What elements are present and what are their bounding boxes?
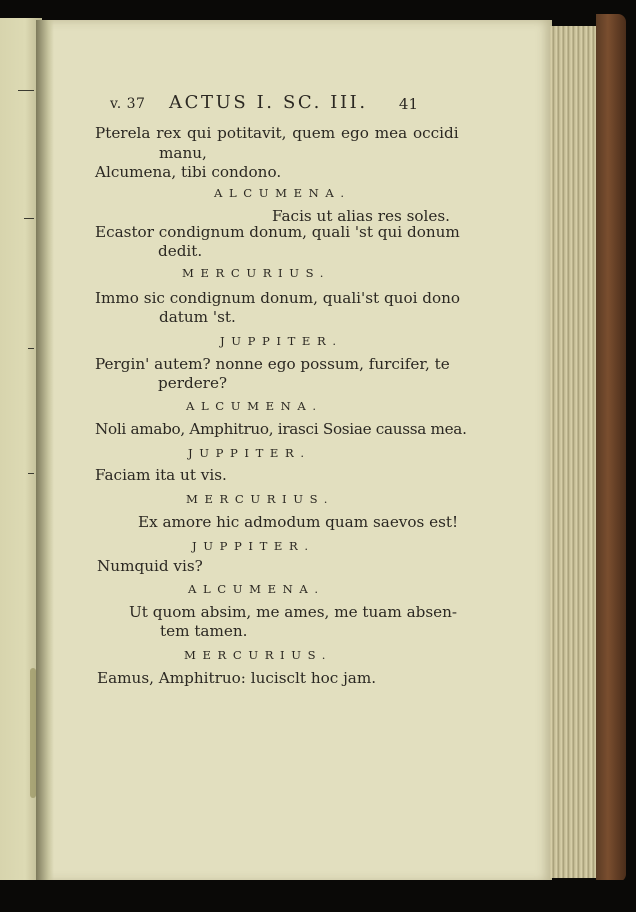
verse-line: tem tamen. — [160, 622, 248, 640]
speaker-name: JUPPITER. — [192, 539, 315, 553]
verse-line: Ex amore hic admodum quam saevos est! — [138, 513, 459, 531]
verse-line: Ut quom absim, me ames, me tuam absen- — [129, 603, 458, 621]
speaker-name: ALCUMENA. — [188, 582, 325, 596]
scan-background-top — [0, 0, 636, 20]
speaker-name: MERCURIUS. — [182, 266, 330, 280]
speaker-name: ALCUMENA. — [214, 186, 351, 200]
verse-line: Pterela rex qui potitavit, quem ego mea occidi — [95, 124, 459, 142]
margin-mark — [28, 348, 34, 349]
verse-line: Alcumena, tibi condono. — [95, 163, 282, 181]
page-number: 41 — [398, 95, 418, 113]
verse-line: perdere? — [158, 374, 228, 392]
page-edges — [550, 26, 602, 878]
verse-line: Eamus, Amphitruo: lucisclt hoc jam. — [97, 669, 377, 687]
page-gutter — [36, 20, 54, 884]
verse-line: Numquid vis? — [97, 557, 203, 575]
verse-line: Pergin' autem? nonne ego possum, furcifer, te — [95, 355, 450, 373]
speaker-name: JUPPITER. — [220, 334, 343, 348]
verse-reference: v. 37 — [110, 96, 146, 112]
margin-mark — [18, 90, 34, 91]
book-cover — [596, 14, 626, 882]
running-head — [96, 92, 416, 116]
margin-mark — [24, 218, 34, 219]
act-scene-title: ACTUS I. SC. III. — [169, 92, 368, 113]
speaker-name: MERCURIUS. — [184, 648, 332, 662]
verse-line: Noli amabo, Amphitruo, irasci Sosiae caussa mea. — [95, 420, 467, 438]
verse-line: Ecastor condignum donum, quali 'st qui donum — [95, 223, 460, 241]
verse-line: datum 'st. — [159, 308, 236, 326]
speaker-name: ALCUMENA. — [186, 399, 323, 413]
verse-line: manu, — [159, 144, 207, 162]
speaker-name: JUPPITER. — [188, 446, 311, 460]
margin-mark — [28, 473, 34, 474]
scan-background-bottom — [0, 880, 636, 912]
speaker-name: MERCURIUS. — [186, 492, 334, 506]
verse-line: Facis ut alias res soles. — [272, 207, 450, 225]
scan-background-right — [626, 10, 636, 890]
verse-line: Faciam ita ut vis. — [95, 466, 227, 484]
verse-line: Immo sic condignum donum, quali'st quoi dono — [95, 289, 461, 307]
verse-line: dedit. — [158, 242, 203, 260]
